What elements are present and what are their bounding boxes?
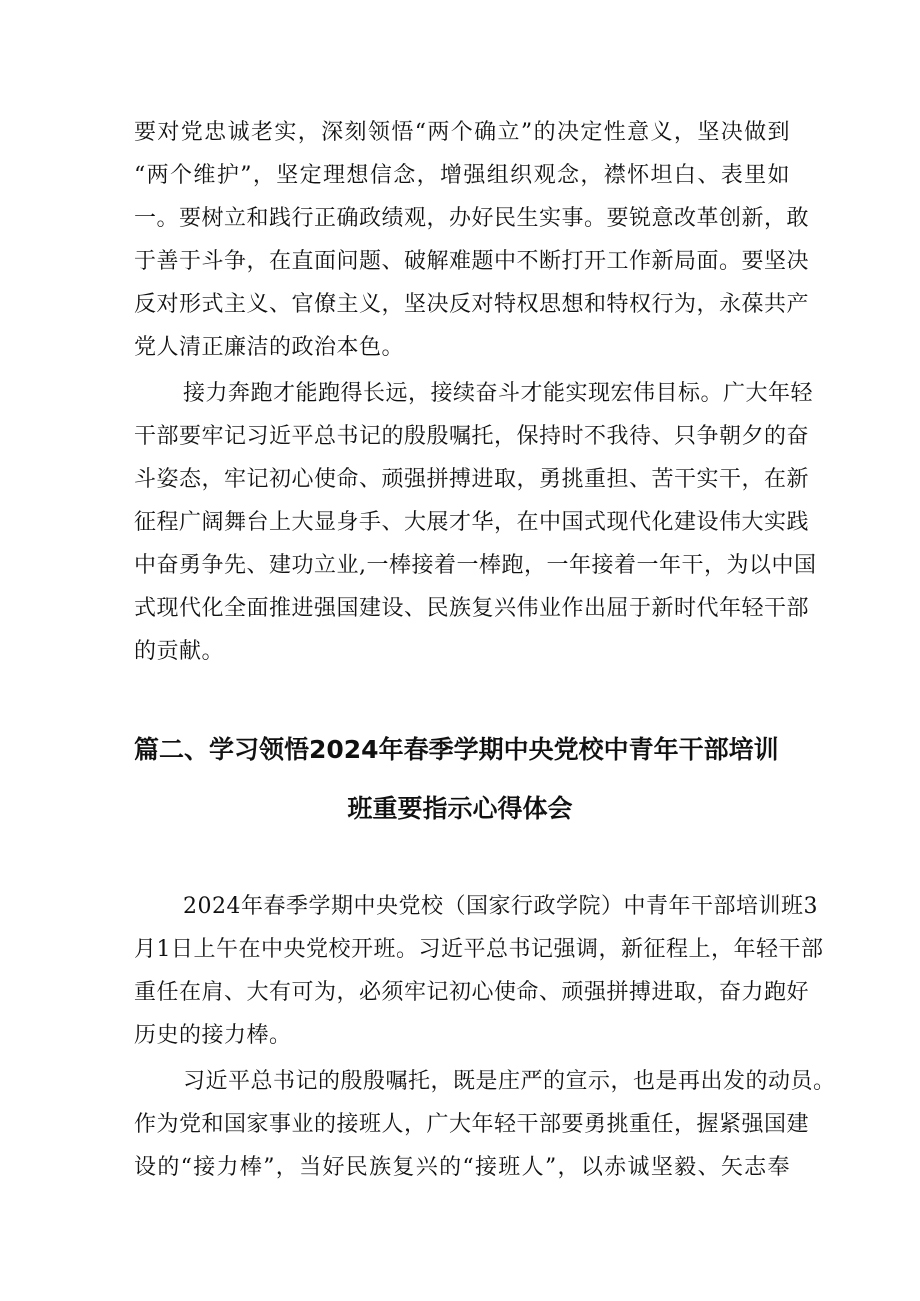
s1-p1-line-2: “两个维护”，坚定理想信念，增强组织观念，襟怀坦白、表里如 [134, 163, 790, 188]
s1-p1-line-5: 反对形式主义、官僚主义，坚决反对特权思想和特权行为，永葆共产 [134, 292, 810, 317]
section-heading-line-1: 篇二、学习领悟2024年春季学期中央党校中青年干部培训 [134, 735, 779, 764]
s2-p2-line-1: 习近平总书记的殷殷嘱托，既是庄严的宣示，也是再出发的动员。 [183, 1069, 836, 1094]
s2-p2-line-3: 设的“接力棒”，当好民族复兴的“接班人”，以赤诚坚毅、矢志奉 [134, 1155, 790, 1180]
s1-p2-line-4: 征程广阔舞台上大显身手、大展才华，在中国式现代化建设伟大实践 [134, 510, 810, 535]
s2-p1-line-4: 历史的接力棒。 [134, 1023, 292, 1048]
s1-p1-line-3: 一。要树立和践行正确政绩观，办好民生实事。要锐意改革创新，敢 [134, 206, 810, 231]
s2-p1-line-3: 重任在肩、大有可为，必须牢记初心使命、顽强拼搏进取，奋力跑好 [134, 980, 810, 1005]
s1-p1-line-6: 党人清正廉洁的政治本色。 [134, 335, 405, 360]
s2-p1-line-1: 2024年春季学期中央党校（国家行政学院）中青年干部培训班3 [183, 894, 818, 919]
s1-p2-line-1: 接力奔跑才能跑得长远，接续奋斗才能实现宏伟目标。广大年轻 [183, 381, 814, 406]
s1-p2-line-3: 斗姿态，牢记初心使命、顽强拼搏进取，勇挑重担、苦干实干，在新 [134, 467, 810, 492]
section-heading-line-2: 班重要指示心得体会 [347, 794, 573, 823]
s1-p2-line-7: 的贡献。 [134, 639, 225, 664]
s1-p2-line-6: 式现代化全面推进强国建设、民族复兴伟业作出屈于新时代年轻干部 [134, 596, 810, 621]
s2-p2-line-2: 作为党和国家事业的接班人，广大年轻干部要勇挑重任，握紧强国建 [134, 1112, 810, 1137]
s1-p2-line-2: 干部要牢记习近平总书记的殷殷嘱托，保持时不我待、只争朝夕的奋 [134, 424, 810, 449]
s1-p1-line-4: 于善于斗争，在直面问题、破解难题中不断打开工作新局面。要坚决 [134, 249, 810, 274]
s2-p1-line-2: 月1日上午在中央党校开班。习近平总书记强调，新征程上，年轻干部 [134, 937, 824, 962]
s1-p2-line-5: 中奋勇争先、建功立业,一棒接着一棒跑，一年接着一年干，为以中国 [134, 553, 817, 578]
s1-p1-line-1: 要对党忠诚老实，深刻领悟“两个确立”的决定性意义，坚决做到 [134, 120, 790, 145]
